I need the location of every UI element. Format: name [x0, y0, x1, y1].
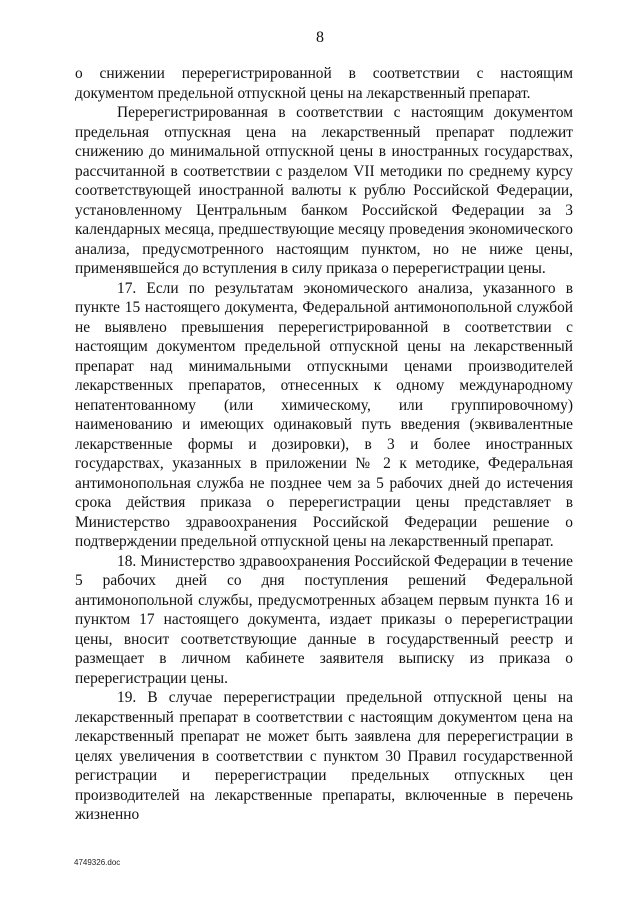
paragraph-price-reduction: Перерегистрированная в соответствии с настоящим документом предельная отпускная цена на лекарственный препарат подлежит снижению до минимальной отпускной цены в иностранных государствах, рассчитанной в соответствии с разделом VII методики по среднему курсу соответствующей иностранной валюты к рублю Российской Федерации, установленному Центральным банком Российской Федерации за 3 календарных месяца, предшествующие месяцу проведения экономического анализа, предусмотренного настоящим пунктом, но не ниже цены, применявшейся до вступления в силу приказа о перерегистрации цены. — [75, 104, 573, 277]
paragraph-item-19: 19. В случае перерегистрации предельной отпускной цены на лекарственный препарат в соответствии с настоящим документом цена на лекарственный препарат не может быть заявлена для перерегистрации в целях увеличения в соответствии с пунктом 30 Правил государственной регистрации и перерегистрации предельных отпускных цен производителей на лекарственные препараты, включенные в перечень жизненно — [75, 689, 573, 823]
page-number: 8 — [316, 29, 324, 46]
paragraph-item-18: 18. Министерство здравоохранения Российской Федерации в течение 5 рабочих дней со дня поступления решений Федеральной антимонопольной службы, предусмотренных абзацем первым пункта 16 и пунктом 17 настоящего документа, издает приказы о перерегистрации цены, вносит соответствующие данные в государственный реестр и размещает в личном кабинете заявителя выписку из приказа о перерегистрации цены. — [75, 552, 573, 687]
paragraph-item-17: 17. Если по результатам экономического анализа, указанного в пункте 15 настоящего документа, Федеральной антимонопольной службой не выявлено превышения перерегистрированной в соответствии с настоящим документом предельной отпускной цены на лекарственный препарат над минимальными отпускными ценами производителей лекарственных препаратов, отнесенных к одному международному непатентованному (или химическому, или группировочному) наименованию и имеющих одинаковый путь введения (эквивалентные лекарственные формы и дозировки), в 3 и более иностранных государствах, указанных в приложении № 2 к методике, Федеральная антимонопольная служба не позднее чем за 5 рабочих дней до истечения срока действия приказа о перерегистрации цены представляет в Министерство здравоохранения Российской Федерации решение о подтверждении предельной отпускной цены на лекарственный препарат. — [75, 279, 573, 550]
footer-document-code: 4749326.doc — [74, 858, 121, 867]
document-body — [75, 64, 573, 825]
paragraph-continuation: о снижении перерегистрированной в соответствии с настоящим документом предельной отпускной цены на лекарственный препарат. — [75, 65, 573, 102]
